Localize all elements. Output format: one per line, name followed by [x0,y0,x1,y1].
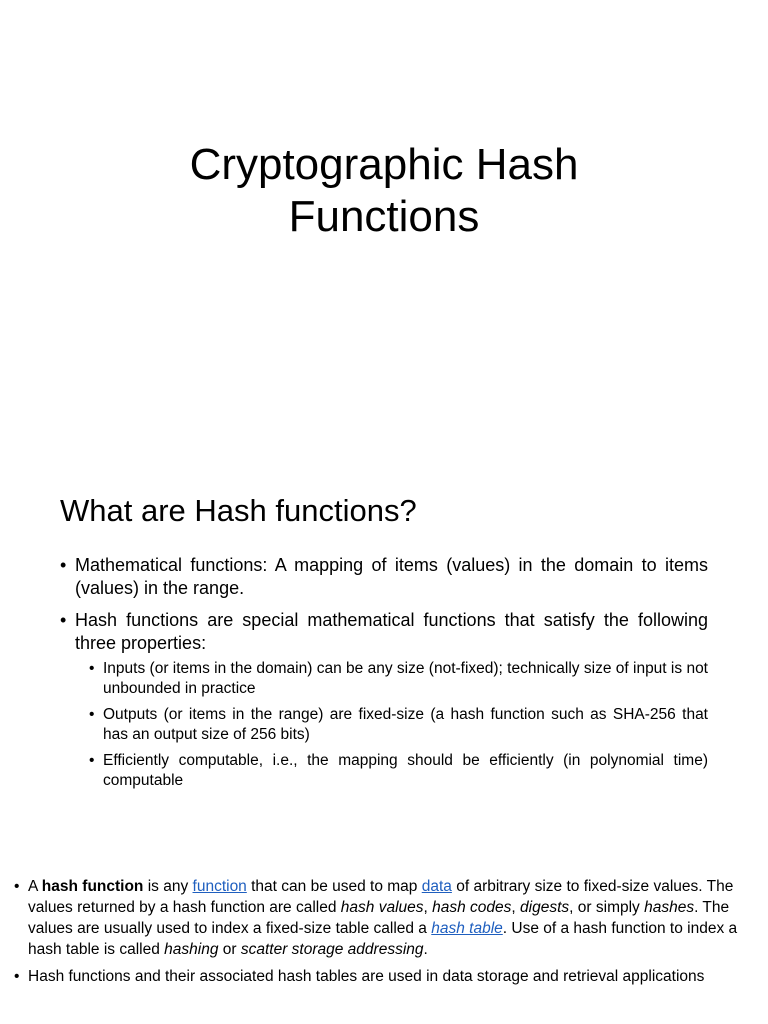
text-run: . Use of a hash function to index a hash table is called [28,920,738,958]
text-run: , or simply [569,899,645,916]
sub-bullet-item: • Efficiently computable, i.e., the mapping should be efficiently (in polynomial time) computable [75,751,708,791]
text-run: is any [143,878,193,895]
text-run: of arbitrary size to fixed-size values. The values returned by a hash function are called [28,878,734,916]
excerpt-list [14,876,744,993]
slide-title-line-2: Functions [288,192,480,242]
title-slide [0,0,768,320]
italic-term: hash codes [432,899,512,916]
excerpt-item [14,876,744,960]
text-run: . The values are usually used to index a fixed-size table called a [28,899,730,937]
slide-title-line-1: Cryptographic Hash [189,140,579,190]
definition-slide [0,470,768,820]
text-run: that can be used to map [246,878,422,895]
data-link[interactable]: data [421,878,452,895]
excerpt-item: • Hash functions and their associated hash tables are used in data storage and retrieval applications [14,966,744,987]
function-link[interactable]: function [192,878,247,895]
slide-title [0,139,768,243]
italic-term: hashes [644,899,695,916]
hash-table-link[interactable] [431,920,503,937]
sub-bullet-item: • Inputs (or items in the domain) can be any size (not-fixed); technically size of input is not unbounded in practice [75,659,708,699]
bullet-item [60,609,708,791]
text-run: or [218,941,241,958]
italic-term: hashing [164,941,219,958]
bullet-text: Hash functions are special mathematical functions that satisfy the following three properties: [75,610,708,653]
section-heading: What are Hash functions? [60,493,417,528]
italic-term: scatter storage addressing [240,941,424,958]
text-run: , [423,899,433,916]
italic-term: hash values [340,899,424,916]
bullet-list [60,554,708,800]
bold-term: hash function [41,878,144,895]
wiki-excerpt-slide [0,860,768,1024]
italic-link-text: hash table [431,920,503,937]
sub-bullet-list [75,659,708,791]
sub-bullet-item: • Outputs (or items in the range) are fixed-size (a hash function such as SHA-256 that has an output size of 256 bits) [75,705,708,745]
text-run: , [511,899,521,916]
bullet-item: • Mathematical functions: A mapping of items (values) in the domain to items (values) in the range. [60,554,708,600]
text-run: . [423,941,428,958]
text-run: A [28,878,42,895]
italic-term: digests [520,899,570,916]
